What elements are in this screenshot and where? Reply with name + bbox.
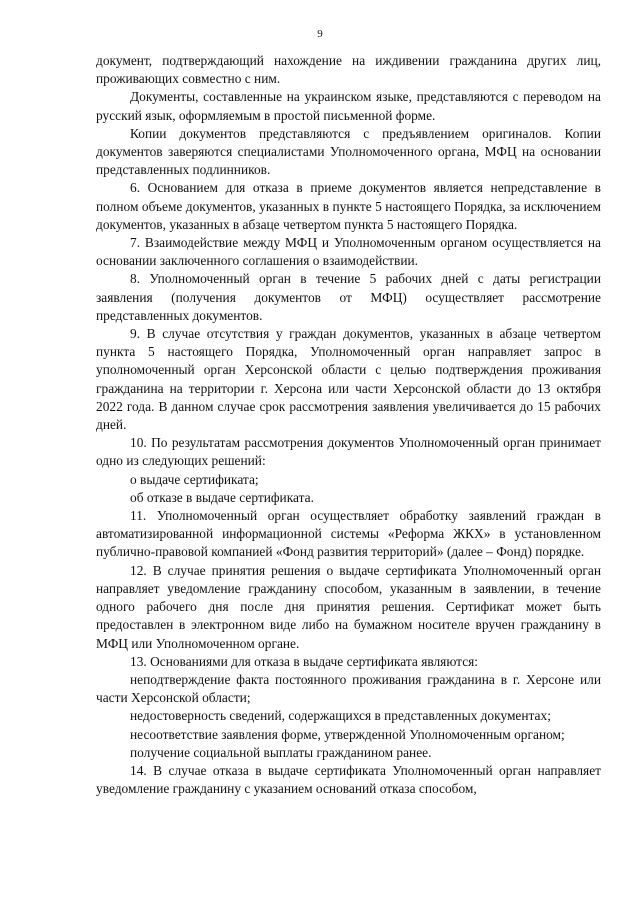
refusal-ground-residence: неподтверждение факта постоянного проживания гражданина в г. Херсоне или части Херсонской области; [96,671,601,706]
paragraph-item-9: 9. В случае отсутствия у граждан документов, указанных в абзаце четвертом пункта 5 настоящего Порядка, Уполномоченный орган направляет запрос в уполномоченный орган Херсонской области с целью подтверждения проживания гражданина на территории г. Херсона или части Херсонской области до 13 октября 2022 года. В данном случае срок рассмотрения заявления увеличивается до 15 рабочих дней. [96,326,601,433]
paragraph-translation: Документы, составленные на украинском языке, представляются с переводом на русский язык, оформляемым в простой письменной форме. [96,89,601,123]
paragraph-item-7: 7. Взаимодействие между МФЦ и Уполномоченным органом осуществляется на основании заключенного соглашения о взаимодействии. [96,235,601,269]
refusal-ground-form-mismatch: несоответствие заявления форме, утвержденной Уполномоченным органом; [130,726,565,742]
refusal-ground-inaccuracy: недостоверность сведений, содержащихся в представленных документах; [130,708,551,724]
decision-option-refuse: об отказе в выдаче сертификата. [130,489,314,505]
paragraph-item-13: 13. Основаниями для отказа в выдаче сертификата являются: [130,653,479,669]
decision-option-issue: о выдаче сертификата; [130,471,259,487]
paragraph-item-6: 6. Основанием для отказа в приеме документов является непредставление в полном объеме документов, указанных в пункте 5 настоящего Порядка, за исключением документов, указанных в абзаце четвертом пункта 5 настоящего Порядка. [96,180,601,232]
paragraph-item-14: 14. В случае отказа в выдаче сертификата Уполномоченный орган направляет уведомление гражданину с указанием оснований отказа способом, [96,762,601,797]
paragraph-continuation: документ, подтверждающий нахождение на иждивении гражданина других лиц, проживающих совместно с ним. [96,53,601,87]
document-body [96,52,601,798]
paragraph-item-10: 10. По результатам рассмотрения документов Уполномоченный орган принимает одно из следующих решений: [96,435,601,469]
paragraph-copies: Копии документов представляются с предъявлением оригиналов. Копии документов заверяются специалистами Уполномоченного органа, МФЦ на основании представленных подлинников. [96,125,601,178]
paragraph-item-12: 12. В случае принятия решения о выдаче сертификата Уполномоченный орган направляет уведомление гражданину способом, указанным в заявлении, в течение одного рабочего дня после дня принятия решения. Сертификат может быть предоставлен в электронном виде либо на бумажном носителе вручен гражданину в МФЦ или Уполномоченном органе. [96,562,601,651]
refusal-ground-prior-payment: получение социальной выплаты гражданином ранее. [130,744,432,760]
paragraph-item-8: 8. Уполномоченный орган в течение 5 рабочих дней с даты регистрации заявления (получения документов от МФЦ) осуществляет рассмотрение представленных документов. [96,271,601,323]
paragraph-item-11: 11. Уполномоченный орган осуществляет обработку заявлений граждан в автоматизированной информационной системы «Реформа ЖКХ» в установленном публично-правовой компанией «Фонд развития территорий» (далее – Фонд) порядке. [96,508,601,560]
page-number: 9 [317,28,323,40]
